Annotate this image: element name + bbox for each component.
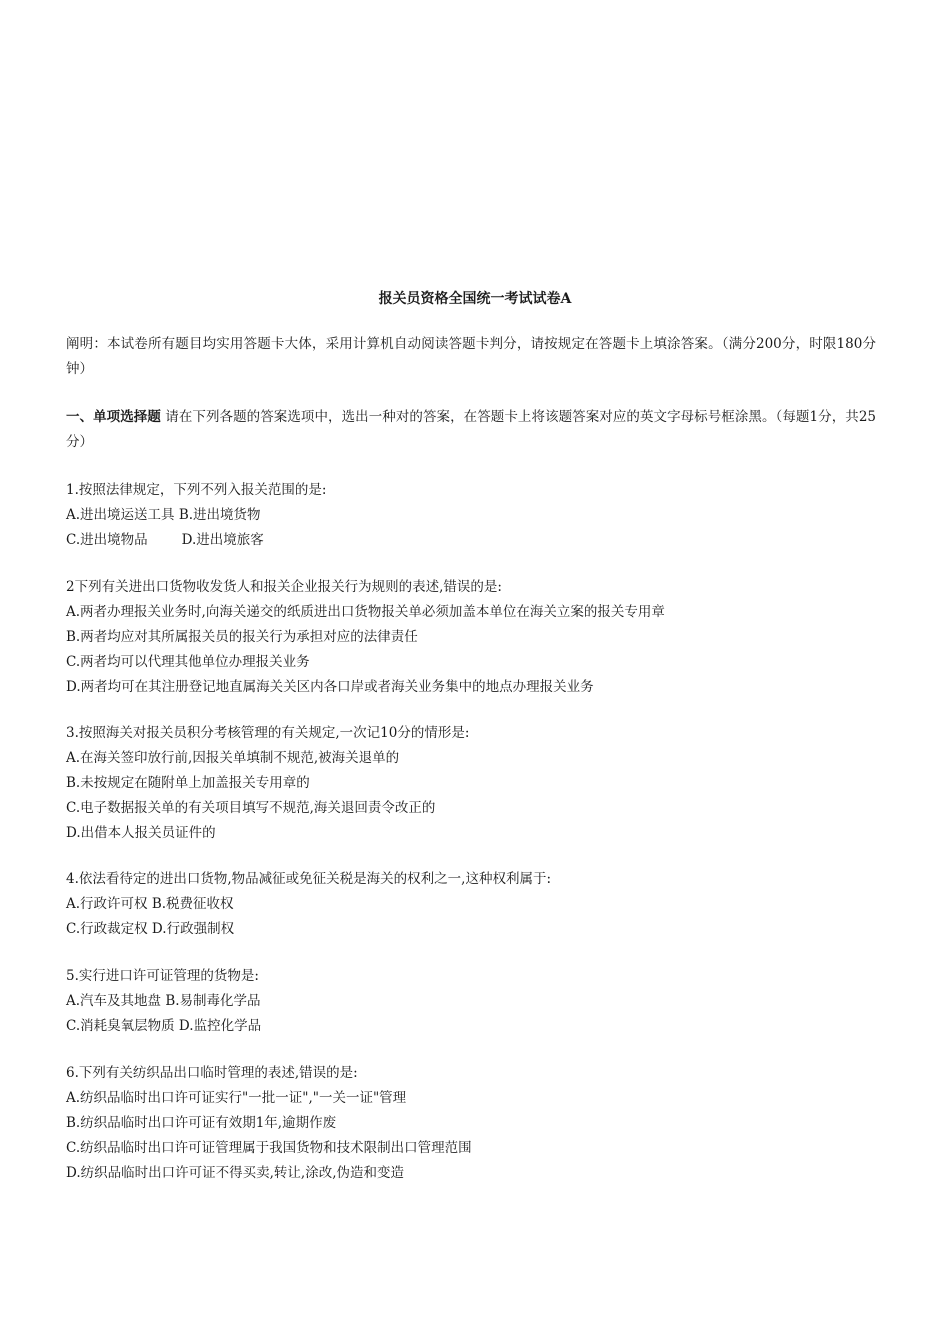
option-line: A.行政许可权 B.税费征收权 xyxy=(66,896,234,912)
question-2 xyxy=(66,575,876,700)
question-stem: 1.按照法律规定，下列不列入报关范围的是: xyxy=(66,482,327,498)
question-stem: 2下列有关进出口货物收发货人和报关企业报关行为规则的表述,错误的是: xyxy=(66,579,502,595)
option-line: B.未按规定在随附单上加盖报关专用章的 xyxy=(66,775,310,791)
option-line: C.电子数据报关单的有关项目填写不规范,海关退回责令改正的 xyxy=(66,800,436,816)
section-description: 请在下列各题的答案选项中，选出一种对的答案，在答题卡上将该题答案对应的英文字母标号框涂黑。（每题1分，共25分） xyxy=(66,409,877,450)
question-stem: 3.按照海关对报关员积分考核管理的有关规定,一次记10分的情形是: xyxy=(66,725,470,741)
option-d: D.进出境旅客 xyxy=(181,532,264,548)
option-line: A.两者办理报关业务时,向海关递交的纸质进出口货物报关单必须加盖本单位在海关立案的报关专用章 xyxy=(66,604,665,620)
option-line: D.出借本人报关员证件的 xyxy=(66,825,216,841)
section-heading: 一、单项选择题 xyxy=(66,409,161,425)
option-line: A.纺织品临时出口许可证实行"一批一证","一关一证"管理 xyxy=(66,1090,407,1106)
question-stem: 5.实行进口许可证管理的货物是: xyxy=(66,968,259,984)
option-c: C.进出境物品 xyxy=(66,532,148,548)
question-3 xyxy=(66,721,876,846)
option-line: C.纺织品临时出口许可证管理属于我国货物和技术限制出口管理范围 xyxy=(66,1140,472,1156)
option-line: D.两者均可在其注册登记地直属海关关区内各口岸或者海关业务集中的地点办理报关业务 xyxy=(66,679,594,695)
option-line: C.消耗臭氧层物质 D.监控化学品 xyxy=(66,1018,262,1034)
question-stem: 4.依法看待定的进出口货物,物品减征或免征关税是海关的权利之一,这种权利属于: xyxy=(66,871,552,887)
section-header xyxy=(66,405,876,455)
exam-title: 报关员资格全国统一考试试卷A xyxy=(378,291,572,307)
question-stem: 6.下列有关纺织品出口临时管理的表述,错误的是: xyxy=(66,1065,358,1081)
option-line: C.两者均可以代理其他单位办理报关业务 xyxy=(66,654,310,670)
question-4 xyxy=(66,867,876,942)
option-line: B.两者均应对其所属报关员的报关行为承担对应的法律责任 xyxy=(66,629,418,645)
question-1 xyxy=(66,478,876,553)
question-5 xyxy=(66,964,876,1039)
option-line: C.行政裁定权 D.行政强制权 xyxy=(66,921,235,937)
exam-instructions: 阐明：本试卷所有题目均实用答题卡大体，采用计算机自动阅读答题卡判分，请按规定在答题卡上填涂答案。（满分200分，时限180分钟） xyxy=(66,336,876,377)
option-line: B.纺织品临时出口许可证有效期1年,逾期作废 xyxy=(66,1115,337,1131)
option-line xyxy=(66,528,876,553)
question-6 xyxy=(66,1061,876,1186)
option-line: A.在海关签印放行前,因报关单填制不规范,被海关退单的 xyxy=(66,750,400,766)
option-line: A.汽车及其地盘 B.易制毒化学品 xyxy=(66,993,261,1009)
option-line: A.进出境运送工具 B.进出境货物 xyxy=(66,507,261,523)
option-line: D.纺织品临时出口许可证不得买卖,转让,涂改,伪造和变造 xyxy=(66,1165,405,1181)
